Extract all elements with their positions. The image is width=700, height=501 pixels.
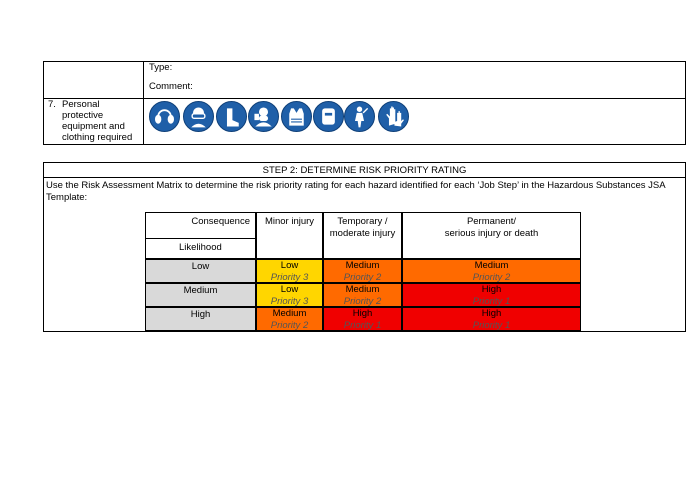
risk-level: Low <box>280 260 299 271</box>
column-header-permanent <box>402 212 581 259</box>
risk-level: Medium <box>345 284 380 295</box>
row-label: High <box>190 309 211 320</box>
step2-instructions-cont: Template: <box>46 192 88 203</box>
safety-boots-icon <box>216 101 247 132</box>
risk-cell <box>323 283 402 307</box>
risk-level: Low <box>280 284 299 295</box>
column-header-line: Temporary / <box>337 216 388 227</box>
harness-icon <box>344 101 375 132</box>
matrix-likelihood-cell <box>145 238 256 259</box>
column-header-minor <box>256 212 323 259</box>
risk-priority: Priority 1 <box>472 296 511 307</box>
risk-cell <box>256 283 323 307</box>
risk-level: High <box>481 308 502 319</box>
column-header-line: Permanent/ <box>466 216 517 227</box>
respirator-icon <box>248 101 279 132</box>
step2-instructions: Use the Risk Assessment Matrix to determine the risk priority rating for each hazard identified for each ‘Job Step’ in the Hazardous Substances JSA <box>46 180 666 191</box>
comment-label: Comment: <box>149 81 193 92</box>
column-header-temporary <box>323 212 402 259</box>
risk-priority: Priority 1 <box>343 320 382 331</box>
risk-level: Medium <box>474 260 509 271</box>
row-label: Medium <box>183 285 218 296</box>
column-header-line: moderate injury <box>329 228 396 239</box>
risk-level: High <box>481 284 502 295</box>
risk-priority: Priority 2 <box>472 272 511 283</box>
ppe-item-label-line: equipment and <box>62 121 125 132</box>
column-header-line: serious injury or death <box>444 228 539 239</box>
column-header-line: Minor injury <box>264 216 315 227</box>
likelihood-label: Likelihood <box>179 242 222 253</box>
matrix-consequence-cell <box>145 212 256 238</box>
risk-cell <box>323 259 402 283</box>
ppe-table-divider <box>143 61 144 145</box>
type-label: Type: <box>149 62 173 73</box>
risk-level: High <box>352 308 373 319</box>
ppe-table-row-divider <box>43 98 686 99</box>
risk-priority: Priority 2 <box>270 320 309 331</box>
risk-cell <box>402 283 581 307</box>
ppe-item-label-line: protective <box>62 110 104 121</box>
welding-mask-icon <box>313 101 344 132</box>
risk-cell <box>256 259 323 283</box>
step2-title-divider <box>43 177 686 178</box>
risk-cell <box>323 307 402 331</box>
row-label-high <box>145 307 256 331</box>
step2-title: STEP 2: DETERMINE RISK PRIORITY RATING <box>262 165 467 176</box>
row-label-low <box>145 259 256 283</box>
risk-cell <box>256 307 323 331</box>
risk-priority: Priority 1 <box>472 320 511 331</box>
ppe-item-number: 7. <box>48 99 56 110</box>
ppe-item-label <box>62 99 132 143</box>
risk-level: Medium <box>345 260 380 271</box>
ppe-item-label-line: Personal <box>62 99 100 110</box>
risk-priority: Priority 3 <box>270 296 309 307</box>
row-label-medium <box>145 283 256 307</box>
consequence-label: Consequence <box>191 216 250 227</box>
gloves-icon <box>378 101 409 132</box>
risk-level: Medium <box>272 308 307 319</box>
risk-priority: Priority 2 <box>343 296 382 307</box>
risk-cell <box>402 307 581 331</box>
ppe-item-label-line: clothing required <box>62 132 133 143</box>
risk-priority: Priority 2 <box>343 272 382 283</box>
hi-vis-vest-icon <box>281 101 312 132</box>
risk-cell <box>402 259 581 283</box>
risk-priority: Priority 3 <box>270 272 309 283</box>
row-label: Low <box>191 261 210 272</box>
ear-protection-icon <box>149 101 180 132</box>
face-shield-icon <box>183 101 214 132</box>
